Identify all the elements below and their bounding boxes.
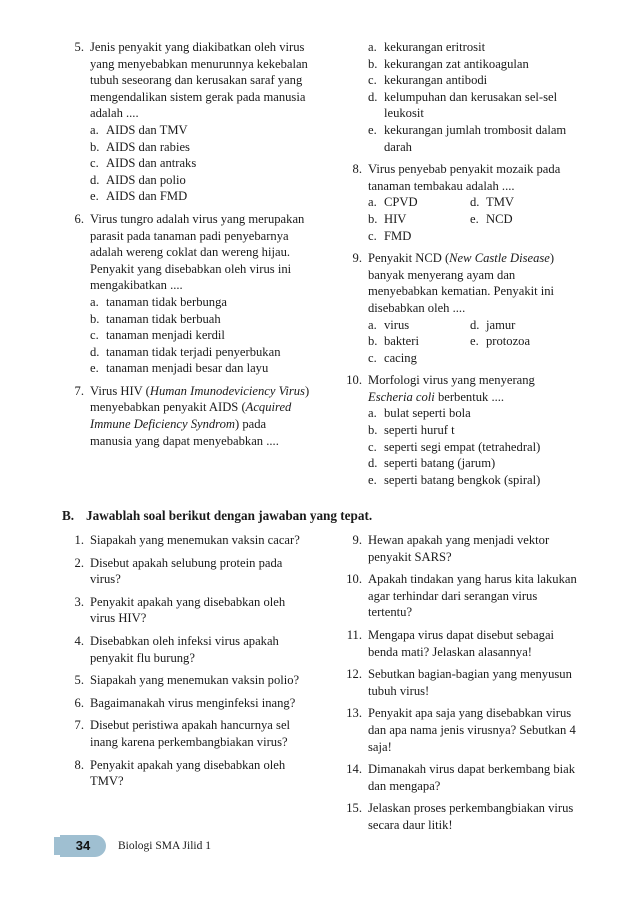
option: a. tanaman tidak berbunga [90,294,227,309]
question-number: 9. [352,251,362,266]
question-6 [62,211,310,377]
essay-question: 6. Bagaimanakah virus menginfeksi inang? [74,695,296,710]
option: d. tanaman tidak terjadi penyerbukan [90,344,281,359]
essay-question: 14. Dimanakah virus dapat berkembang biak dan mengapa? [346,762,576,793]
section-a-left-column [62,39,310,455]
essay-question: 2. Disebut apakah selubung protein pada virus? [74,555,283,587]
question-number: 8. [352,162,362,177]
option: b. AIDS dan rabies [90,139,190,154]
question-5 [62,39,310,205]
section-b-right-column [340,532,578,840]
essay-question: 5. Siapakah yang menemukan vaksin polio? [74,673,300,688]
option: b. HIV [368,211,407,226]
essay-question: 12. Sebutkan bagian-bagian yang menyusun tubuh virus! [346,667,572,698]
question-number: 10. [346,373,362,388]
option: c. tanaman menjadi kerdil [90,328,225,343]
question-8 [340,161,578,244]
option: a. bulat seperti bola [368,406,471,421]
option-list [90,294,310,377]
page-number: 34 [75,837,91,853]
option: d. AIDS dan polio [90,172,186,187]
option: d. kelumpuhan dan kerusakan sel-sel leukosit [368,89,558,121]
question-10 [340,372,578,488]
essay-question: 8. Penyakit apakah yang disebabkan oleh TMV? [74,757,286,789]
option-list [368,317,578,367]
option: c. AIDS dan antraks [90,156,197,171]
option: d. seperti batang (jarum) [368,456,496,471]
question-5-continued-options [368,39,578,155]
page-footer [60,834,211,858]
question-text: Virus penyebab penyakit mozaik pada tanaman tembakau adalah .... [368,162,561,193]
question-number: 5. [74,40,84,54]
question-number: 6. [74,211,84,226]
option-list [90,122,310,205]
essay-question: 1. Siapakah yang menemukan vaksin cacar? [74,533,300,547]
option: a. kekurangan eritrosit [368,40,486,54]
essay-question: 4. Disebabkan oleh infeksi virus apakah penyakit flu burung? [74,633,279,665]
section-label: B. [62,508,75,523]
option: e. protozoa [470,334,531,349]
option: b. kekurangan zat antikoagulan [368,56,529,71]
option: c. seperti segi empat (tetrahedral) [368,439,541,454]
section-b-left-column [62,532,310,796]
essay-question: 10. Apakah tindakan yang harus kita lakukan agar terhindar dari serangan virus tertentu? [346,572,577,620]
option: e. AIDS dan FMD [90,189,188,204]
option: b. bakteri [368,334,419,349]
option: c. FMD [368,228,412,243]
option: d. jamur [470,317,516,332]
option: e. NCD [470,211,513,226]
question-7 [62,383,310,449]
section-title: Jawablah soal berikut dengan jawaban yang tepat. [86,508,373,523]
option: c. kekurangan antibodi [368,73,488,88]
essay-question: 3. Penyakit apakah yang disebabkan oleh virus HIV? [74,594,286,626]
option-list [368,405,578,488]
option: d. TMV [470,195,514,210]
essay-question: 13. Penyakit apa saja yang disebabkan virus dan apa nama jenis virusnya? Sebutkan 4 saja! [346,706,576,754]
option: e. kekurangan jumlah trombosit dalam darah [368,122,567,154]
option: b. seperti huruf t [368,423,455,438]
option: a. virus [368,317,410,332]
book-title: Biologi SMA Jilid 1 [118,839,211,852]
section-b-heading [62,508,372,525]
essay-question: 11. Mengapa virus dapat disebut sebagai benda mati? Jelaskan alasannya! [346,627,555,659]
option: e. seperti batang bengkok (spiral) [368,472,541,487]
option: c. cacing [368,350,417,365]
option-list [368,194,578,244]
question-text: Virus HIV (Human Imunodeviciency Virus) menyebabkan penyakit AIDS (Acquired Immune Deficiency Syndrom) pada manusia yang dapat menyebabkan .... [90,383,310,448]
section-a-right-column [340,39,578,494]
question-text: Penyakit NCD (New Castle Disease) banyak menyerang ayam dan menyebabkan kematian. Penyakit ini disebabkan oleh .... [368,251,555,315]
essay-question: 15. Jelaskan proses perkembangbiakan virus secara daur litik! [346,801,574,832]
question-9 [340,250,578,366]
option: b. tanaman tidak berbuah [90,311,221,326]
option: e. tanaman menjadi besar dan layu [90,361,269,376]
essay-question: 7. Disebut peristiwa apakah hancurnya sel inang karena perkembangbiakan virus? [74,718,291,749]
question-number: 7. [74,383,84,398]
question-text: Jenis penyakit yang diakibatkan oleh virus yang menyebabkan menurunnya kekebalan tubuh seseorang dan kerusakan saraf yang mengendalikan sistem gerak pada manusia adalah .... [90,40,308,121]
option: a. CPVD [368,195,418,210]
question-text: Morfologi virus yang menyerang Escheria coli berbentuk .... [368,373,535,404]
question-text: Virus tungro adalah virus yang merupakan parasit pada tanaman padi penyebarnya adalah wereng coklat dan wereng hijau. Penyakit yang disebabkan oleh virus ini mengakibatkan .... [90,211,305,293]
essay-question: 9. Hewan apakah yang menjadi vektor penyakit SARS? [352,533,550,564]
page-number-badge [60,835,106,857]
option: a. AIDS dan TMV [90,122,188,137]
